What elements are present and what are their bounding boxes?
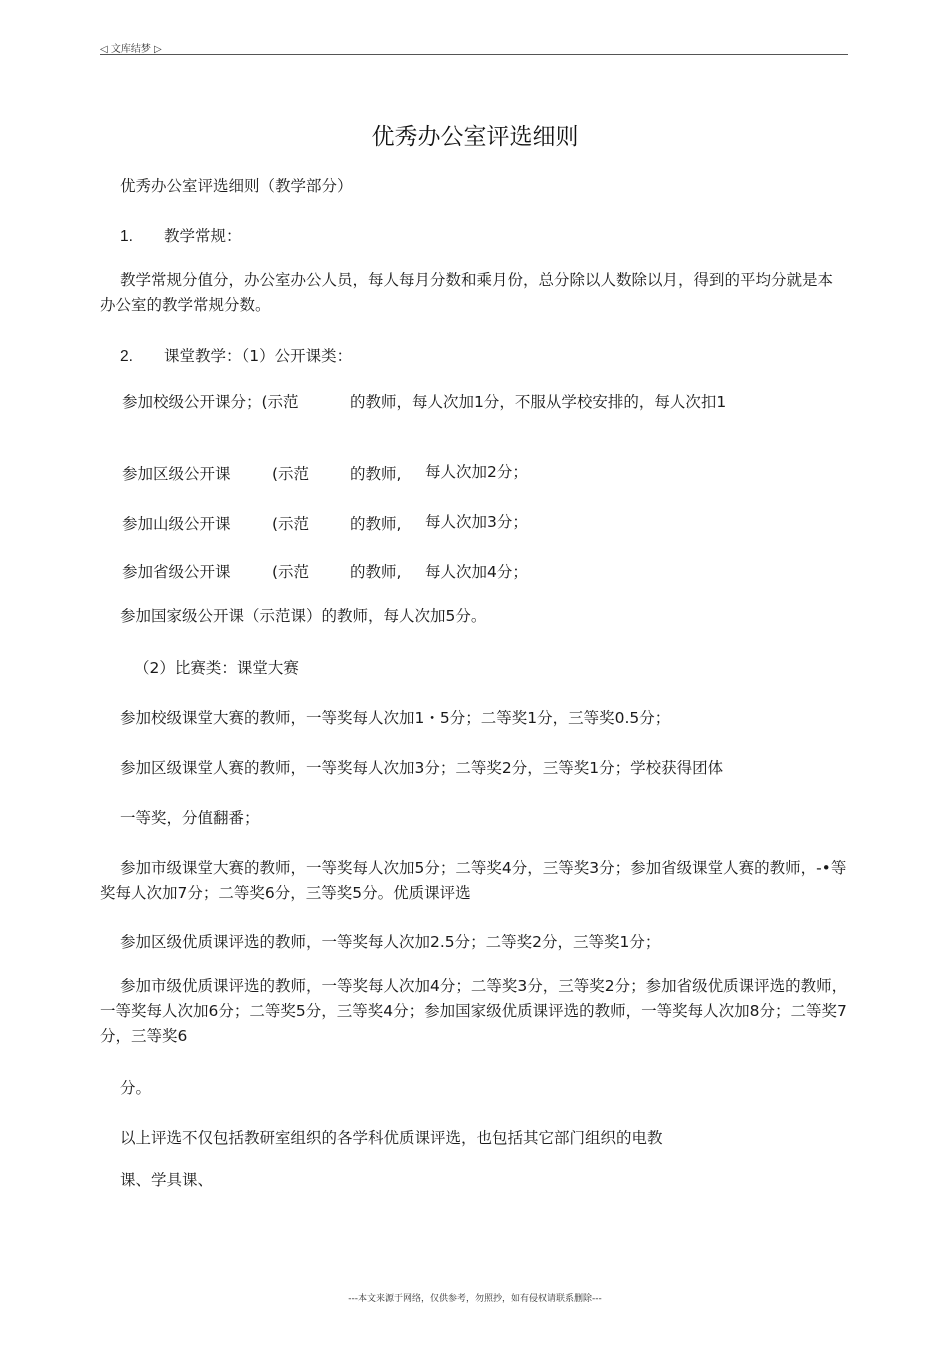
open-class-city-a: 参加山级公开课 [122,515,231,533]
section-competition-heading: （2）比赛类：课堂大赛 [134,659,299,677]
section-2-number: 2. [120,348,133,365]
header-label: ◁ 文库结梦 ▷ [100,44,162,55]
open-class-district-d: 每人次加2分； [425,463,528,481]
footer-disclaimer: ---本文来源于网络，仅供参考，勿照抄，如有侵权请联系删除--- [348,1294,602,1304]
competition-team-award: 一等奖，分值翻番； [120,809,260,827]
open-class-province-a: 参加省级公开课 [122,563,231,581]
open-class-city-c: 的教师, [350,515,402,533]
competition-school: 参加校级课堂大赛的教师，一等奖每人次加1・5分；二等奖1分，三等奖0.5分； [120,709,671,727]
subtitle: 优秀办公室评选细则（教学部分） [120,177,353,195]
open-class-district-c: 的教师, [350,465,402,483]
open-class-city-d: 每人次加3分； [425,513,528,531]
open-class-city-b: (示范 [272,515,310,533]
scope-note: 以上评选不仅包括教研室组织的各学科优质课评选，也包括其它部门组织的电教 [120,1129,663,1147]
open-class-national: 参加国家级公开课（示范课）的教师，每人次加5分。 [120,607,487,625]
section-1-number: 1. [120,228,133,245]
section-1-heading: 教学常规： [164,227,242,245]
header-rule [100,54,848,55]
quality-unit-end: 分。 [120,1079,152,1097]
open-class-district-a: 参加区级公开课 [122,465,231,483]
paragraph-routine-text: 教学常规分值分，办公室办公人员，每人每月分数和乘月份，总分除以人数除以月，得到的平均分就是本办公室的教学常规分数。 [100,271,834,314]
open-class-province-b: (示范 [272,563,310,581]
open-class-province-d: 每人次加4分； [425,563,528,581]
paragraph-routine [100,268,848,318]
open-class-district-b: (示范 [272,465,310,483]
open-class-province-c: 的教师, [350,563,402,581]
competition-city-province: 参加市级课堂大赛的教师，一等奖每人次加5分；二等奖4分，三等奖3分；参加省级课堂人赛的教师，-•等奖每人次加7分；二等奖6分，三等奖5分。优质课评选 [100,859,847,902]
quality-city-province-national: 参加市级优质课评选的教师，一等奖每人次加4分；二等奖3分，三等奖2分；参加省级优质课评选的教师，一等奖每人次加6分；二等奖5分，三等奖4分；参加国家级优质课评选的教师，一等奖每人次加8分；二等奖7分，三等奖6 [100,977,848,1045]
open-class-school-b: 的教师，每人次加1分，不服从学校安排的，每人次扣1 [350,393,727,411]
open-class-school-a: 参加校级公开课分；(示范 [122,393,299,411]
competition-district: 参加区级课堂人赛的教师，一等奖每人次加3分；二等奖2分，三等奖1分；学校获得团体 [120,759,724,777]
scope-note-continued: 课、学具课、 [120,1171,214,1189]
quality-district: 参加区级优质课评选的教师，一等奖每人次加2.5分；二等奖2分，三等奖1分； [120,933,661,951]
section-2-heading: 课堂教学：（1）公开课类： [164,347,353,365]
document-title: 优秀办公室评选细则 [371,124,579,150]
